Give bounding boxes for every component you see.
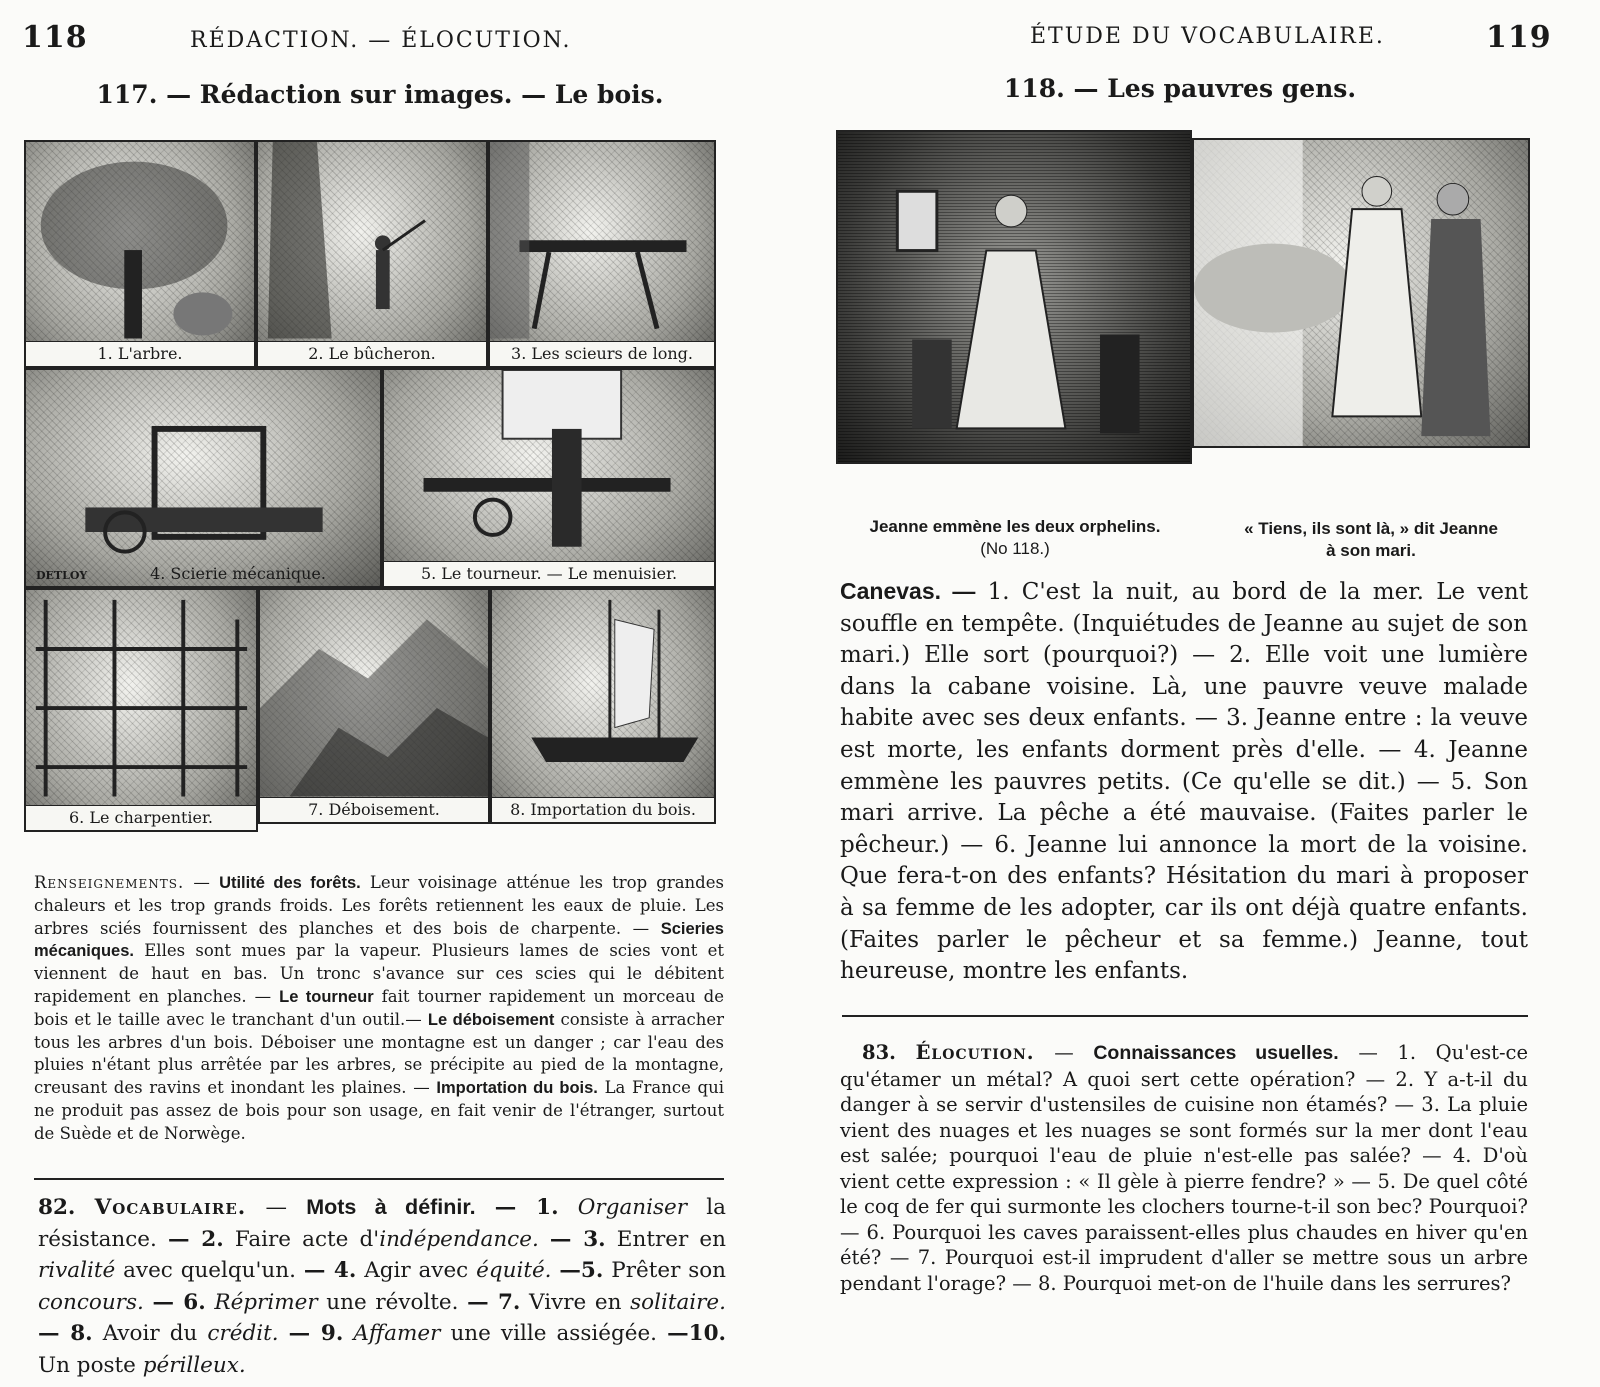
- elocution-text: — 1. Qu'est-ce qu'étamer un métal? A quoi sert cette opération? — 2. Y a-t-il du danger à se servir d'ustensiles de cuisine non étamés? — 3. La pluie vient des nuages et les nuages se sont formés sur la mer dont l'eau est salée; pourquoi l'eau de pluie n'est-elle pas salée? — 4. D'où vient cette expression : « Il gèle à pierre fendre? » — 5. De quel côté le coq de fer qui surmonte les clochers tourne-t-il son bec? Pourquoi? — 6. Pourquoi les caves paraissent-elles plus chaudes en hiver qu'en été? — 7. Pourquoi est-il imprudent d'aller se mettre sous un arbre pendant l'orage? — 8. Pourquoi met-on de l'huile dans les serrures?: [840, 1041, 1528, 1295]
- section-divider: [842, 1015, 1528, 1017]
- vocab-item-word: crédit.: [207, 1321, 279, 1347]
- renseignements-text: Leur voisinage atténue les trop grandes chaleurs et les trop grands froids. Les forêts retiennent les eaux de pluie. Les arbres sciés fournissent des planches et des bois de charpente. —: [34, 873, 724, 938]
- elocution-exercise: [840, 1040, 1528, 1296]
- image-caption: 2. Le bûcheron.: [258, 341, 486, 366]
- caption-line: (No 118.): [980, 539, 1050, 558]
- vocab-item-prefix: Entrer en: [616, 1226, 726, 1252]
- image-jeanne-husband: [1192, 138, 1530, 448]
- vocab-item-number: — 4.: [303, 1258, 357, 1284]
- turner-drawing-icon: [384, 370, 714, 586]
- left-page: [0, 0, 780, 1387]
- image-woodcutter: [256, 140, 488, 368]
- couple-with-bed-drawing-icon: [1194, 140, 1528, 446]
- vocab-item-number: —10.: [667, 1321, 727, 1347]
- vocab-item-number: — 3.: [549, 1226, 606, 1252]
- right-page: [830, 0, 1600, 1387]
- image-sawmill: [24, 368, 382, 588]
- image-tree: [24, 140, 256, 368]
- sawmill-drawing-icon: [26, 370, 380, 586]
- exercise-subtitle: Mots à définir.: [306, 1195, 476, 1219]
- image-caption: 5. Le tourneur. — Le menuisier.: [384, 561, 714, 586]
- section-divider: [34, 1178, 724, 1180]
- vocab-item-number: —5.: [559, 1258, 604, 1284]
- renseignements-subhead: Le déboisement: [427, 1010, 555, 1029]
- vocab-item: [157, 1227, 539, 1252]
- renseignements-subhead: Le tourneur: [279, 987, 374, 1006]
- vocab-item: [296, 1258, 552, 1283]
- image-wood-import: [490, 588, 716, 824]
- renseignements-text: consiste à arracher tous les arbres d'un bois. Déboiser une montagne est un danger ; car l'eau des pluies n'étant plus arrêtée par les arbres, se précipite au pied de la montagne, creusant des ravins et inondant les plaines. —: [34, 1009, 724, 1098]
- running-head: RÉDACTION. — ÉLOCUTION.: [190, 28, 572, 53]
- page-number: 118: [22, 20, 88, 55]
- vocab-item-suffix: une révolte.: [326, 1289, 459, 1315]
- vocab-item-number: — 1.: [494, 1195, 559, 1220]
- vocab-item-suffix: la résistance.: [38, 1195, 726, 1252]
- image-jeanne-orphans: [836, 130, 1192, 464]
- separator: —: [246, 1195, 307, 1220]
- image-deforestation: [258, 588, 490, 824]
- renseignements-text: Elles sont mues par la vapeur. Plusieurs lames de scies vont et viennent de haut en bas. Un tronc s'avance sur ces scies qui le débitent rapidement en planches. —: [34, 941, 724, 1006]
- renseignements-subhead: Scieries mécaniques.: [34, 919, 724, 961]
- renseignements-label: Renseignements.: [34, 873, 185, 892]
- ship-drawing-icon: [492, 590, 714, 822]
- vocab-item-word: équité.: [476, 1258, 552, 1284]
- illustrator-signature: DETLOY: [36, 569, 88, 582]
- vocab-item-prefix: Vivre en: [529, 1289, 622, 1315]
- vocab-item-word: Organiser: [577, 1195, 688, 1220]
- vocab-item-prefix: Agir avec: [364, 1258, 469, 1284]
- image-caption: 4. Scierie mécanique.: [150, 564, 326, 583]
- vocab-item-word: périlleux.: [142, 1352, 246, 1378]
- exercise-title: Vocabulaire.: [94, 1195, 247, 1220]
- vocab-item-suffix: une ville assiégée.: [450, 1321, 658, 1347]
- exercise-number: 83.: [862, 1041, 896, 1064]
- renseignements-text: fait tourner rapidement un morceau de bois et le taille avec le tranchant d'un outil.—: [34, 986, 724, 1029]
- vocab-item-word: indépendance.: [379, 1226, 539, 1252]
- vocab-item-number: — 2.: [168, 1226, 224, 1252]
- woodcutter-drawing-icon: [258, 142, 486, 366]
- image-caption: 1. L'arbre.: [26, 341, 254, 366]
- vocab-item: [38, 1321, 279, 1346]
- caption-line: à son mari.: [1326, 541, 1416, 560]
- image-carpenter: [24, 588, 258, 832]
- canevas-label: Canevas. —: [840, 578, 976, 604]
- exercise-title: Élocution.: [915, 1041, 1035, 1064]
- vocab-item: [458, 1290, 726, 1315]
- vocab-item-prefix: Un poste: [38, 1352, 136, 1378]
- carpenter-drawing-icon: [26, 590, 256, 830]
- vocab-item-word: concours.: [38, 1289, 144, 1315]
- vocab-item-word: solitaire.: [630, 1289, 726, 1315]
- vocab-item: [144, 1290, 459, 1315]
- exercise-number: 82.: [38, 1195, 76, 1220]
- vocab-item-word: rivalité: [38, 1258, 116, 1284]
- exercise-subtitle: Connaissances usuelles.: [1093, 1042, 1339, 1064]
- vocab-item-suffix: avec quelqu'un.: [123, 1258, 296, 1284]
- woman-with-children-drawing-icon: [838, 132, 1190, 462]
- vocabulary-exercise: [38, 1192, 726, 1382]
- image-turner: [382, 368, 716, 588]
- vocab-item-number: — 7.: [467, 1289, 521, 1315]
- deforestation-drawing-icon: [260, 590, 488, 822]
- vocab-item-number: — 6.: [152, 1289, 206, 1315]
- vocab-item-prefix: Avoir du: [102, 1321, 198, 1347]
- photo-caption-right: [1206, 518, 1536, 562]
- page-number: 119: [1486, 20, 1552, 55]
- photo-caption-left: [840, 516, 1190, 560]
- caption-line: Jeanne emmène les deux orphelins.: [869, 517, 1161, 536]
- image-sawyers: [488, 140, 716, 368]
- vocab-item-prefix: Prêter son: [611, 1258, 727, 1284]
- image-caption: 7. Déboisement.: [260, 797, 488, 822]
- image-caption: 8. Importation du bois.: [492, 797, 714, 822]
- vocab-item: [279, 1321, 657, 1346]
- renseignements-subhead: Utilité des forêts.: [219, 874, 361, 892]
- vocab-item-word: Affamer: [353, 1321, 441, 1347]
- separator: —: [1034, 1041, 1094, 1064]
- canevas-paragraph: [840, 576, 1528, 988]
- vocab-item-prefix: Faire acte d': [234, 1226, 380, 1252]
- tree-drawing-icon: [26, 142, 254, 366]
- renseignements-subhead: Importation du bois.: [436, 1079, 598, 1098]
- sawyers-drawing-icon: [490, 142, 714, 366]
- image-caption: 6. Le charpentier.: [26, 805, 256, 830]
- vocab-items: [38, 1195, 726, 1378]
- vocab-item-number: — 9.: [288, 1321, 344, 1347]
- renseignements-text: La France qui ne produit pas assez de bois pour son usage, en fait venir de l'étranger, surtout de Suède et de Norwège.: [34, 1078, 725, 1143]
- canevas-text: 1. C'est la nuit, au bord de la mer. Le vent souffle en tempête. (Inquiétudes de Jeanne au sujet de son mari.) Elle sort (pourquoi?) — 2. Elle voit une lumière dans la cabane voisine. Là, une pauvre veuve malade habite avec ses deux enfants. — 3. Jeanne entre : la veuve est morte, les enfants dorment près d'elle. — 4. Jeanne emmène les pauvres petits. (Ce qu'elle se dit.) — 5. Son mari arrive. La pêche a été mauvaise. (Faites parler le pêcheur.) — 6. Jeanne lui annonce la mort de la voisine. Que fera-t-on des enfants? Hésitation du mari à proposer à sa femme de les adopter, car ils ont déjà quatre enfants. (Faites parler le pêcheur et sa femme.) Jeanne, tout heureuse, montre les enfants.: [840, 579, 1528, 985]
- renseignements-paragraph: Renseignements. — Utilité des forêts. Leur voisinage atténue les trop grandes chaleurs et les trop grands froids. Les forêts retiennent les eaux de pluie. Les arbres sciés fournissent des planches et des bois de charpente. — Scieries mécaniques. Elles sont mues par la vapeur. Plusieurs lames de scies vont et viennent de haut en bas. Un tronc s'avance sur ces scies qui le débitent rapidement en planches. — Le tourneur fait tourner rapidement un morceau de bois et le taille avec le tranchant d'un outil.— Le déboisement consiste à arracher tous les arbres d'un bois. Déboiser une montagne est un danger ; car l'eau des pluies n'étant plus arrêtée par les arbres, se précipite au pied de la montagne, creusant des ravins et inondant les plaines. — Importation du bois. La France qui ne produit pas assez de bois pour son usage, en fait venir de l'étranger, surtout de Suède et de Norwège.: [34, 873, 725, 1143]
- section-title: 117. — Rédaction sur images. — Le bois.: [96, 80, 664, 109]
- running-head: ÉTUDE DU VOCABULAIRE.: [1030, 24, 1385, 49]
- vocab-item-number: — 8.: [38, 1321, 93, 1347]
- section-title: 118. — Les pauvres gens.: [1003, 74, 1357, 103]
- caption-line: « Tiens, ils sont là, » dit Jeanne: [1244, 519, 1498, 538]
- vocab-item-word: Réprimer: [214, 1289, 318, 1315]
- image-caption: 3. Les scieurs de long.: [490, 341, 714, 366]
